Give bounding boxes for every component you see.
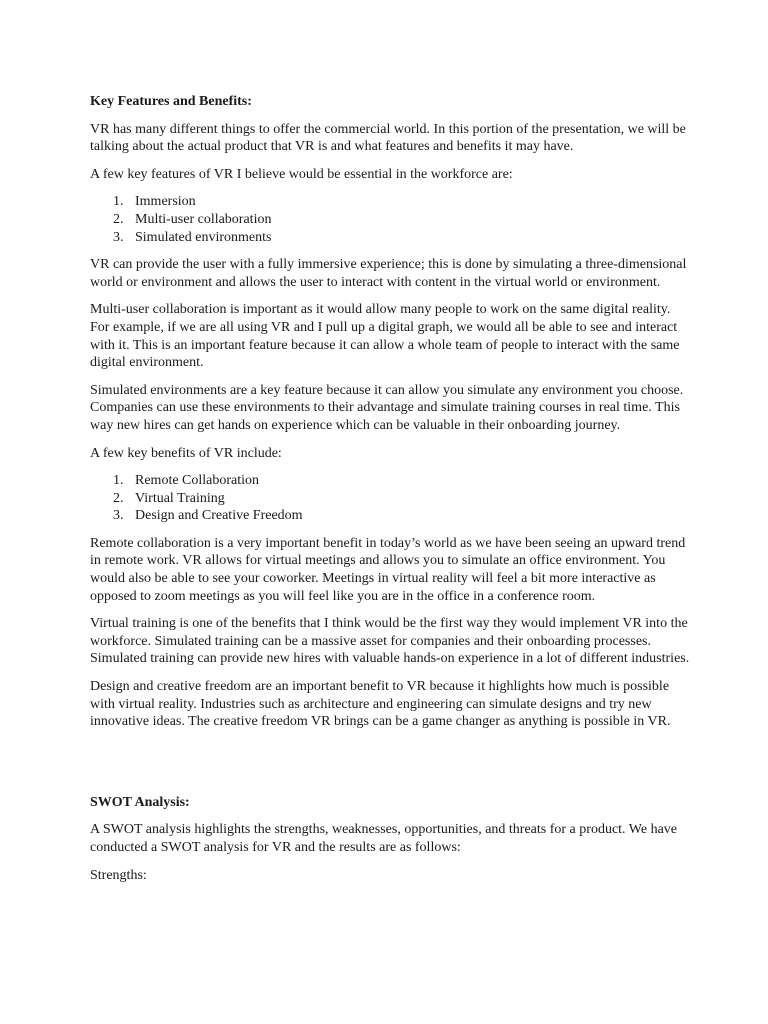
benefits-intro-paragraph: A few key benefits of VR include: <box>90 445 282 461</box>
list-item-label: Simulated environments <box>135 229 272 245</box>
remote-paragraph: Remote collaboration is a very important benefit in today’s world as we have been seeing an upward trend in remote work. VR allows for virtual meetings and allows you to simulate an office environment. You would also be able to see your coworker. Meetings in virtual reality will feel a bit more interactive as opposed to zoom meetings as you will feel like you are in the office in a conference room. <box>90 535 686 604</box>
list-item <box>90 490 690 508</box>
immersion-paragraph: VR can provide the user with a fully immersive experience; this is done by simulating a three-dimensional world or environment and allows the user to interact with content in the virtual world or environment. <box>90 257 687 290</box>
list-number: 2. <box>113 211 124 227</box>
list-number: 1. <box>113 473 124 489</box>
list-item <box>90 193 690 211</box>
list-item-label: Remote Collaboration <box>135 473 260 489</box>
strengths-label: Strengths: <box>90 867 147 883</box>
list-item-label: Multi-user collaboration <box>135 211 272 227</box>
features-intro-paragraph: A few key features of VR I believe would be essential in the workforce are: <box>90 166 513 182</box>
training-paragraph: Virtual training is one of the benefits that I think would be the first way they would implement VR into the workforce. Simulated training can be a massive asset for companies and their onboarding processes. Simulated training can provide new hires with valuable hands-on experience in a lot of different industries. <box>90 616 690 667</box>
section-spacer <box>90 741 690 794</box>
features-list <box>90 193 690 246</box>
document-page <box>90 93 690 894</box>
list-number: 3. <box>113 229 124 245</box>
list-item-label: Design and Creative Freedom <box>135 508 303 524</box>
list-number: 3. <box>113 508 124 524</box>
list-item-label: Virtual Training <box>135 490 225 506</box>
simulated-paragraph: Simulated environments are a key feature because it can allow you simulate any environment you choose. Companies can use these environments to their advantage and simulate training courses in real time. This way new hires can get hands on experience which can be valuable in their onboarding journey. <box>90 382 684 433</box>
benefits-list <box>90 472 690 525</box>
design-paragraph: Design and creative freedom are an important benefit to VR because it highlights how much is possible with virtual reality. Industries such as architecture and engineering can simulate designs and try new innovative ideas. The creative freedom VR brings can be a game changer as anything is possible in VR. <box>90 679 671 730</box>
list-item-label: Immersion <box>135 194 196 210</box>
list-number: 2. <box>113 490 124 506</box>
list-item <box>90 211 690 229</box>
multiuser-paragraph: Multi-user collaboration is important as it would allow many people to work on the same digital reality. For example, if we are all using VR and I pull up a digital graph, we would all be able to see and interact with it. This is an important feature because it can allow a whole team of people to interact with the same digital environment. <box>90 302 680 371</box>
list-number: 1. <box>113 194 124 210</box>
intro-paragraph: VR has many different things to offer the commercial world. In this portion of the presentation, we will be talking about the actual product that VR is and what features and benefits it may have. <box>90 121 686 155</box>
list-item <box>90 472 690 490</box>
section-heading-key-features: Key Features and Benefits: <box>90 94 252 109</box>
swot-intro-paragraph: A SWOT analysis highlights the strengths, weaknesses, opportunities, and threats for a product. We have conducted a SWOT analysis for VR and the results are as follows: <box>90 822 678 855</box>
section-heading-swot: SWOT Analysis: <box>90 794 190 810</box>
list-item <box>90 507 690 525</box>
list-item <box>90 229 690 247</box>
